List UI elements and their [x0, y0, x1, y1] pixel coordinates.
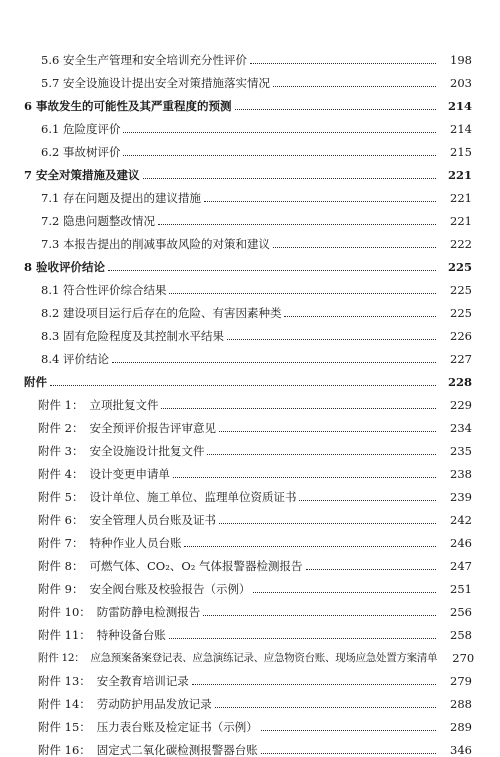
toc-entry[interactable] — [0, 734, 500, 757]
page-number: 225 — [450, 306, 472, 320]
dot-leader — [161, 407, 436, 409]
appendix-label: 附件 6： — [38, 513, 84, 527]
toc-entry-title: 8.3 固有危险程度及其控制水平结果 — [41, 329, 224, 343]
dot-leader — [227, 338, 436, 340]
toc-entry-title: 附件 — [24, 375, 47, 389]
dot-leader — [123, 131, 436, 133]
appendix-title: 设计单位、施工单位、监理单位资质证书 — [89, 490, 297, 504]
toc-entry[interactable] — [0, 228, 500, 251]
page-number: 234 — [450, 421, 472, 435]
appendix-title: 固定式二氧化碳检测报警器台账 — [96, 743, 258, 757]
dot-leader — [250, 62, 436, 64]
appendix-label: 附件 1： — [38, 398, 84, 412]
toc-entry-title: 7.1 存在问题及提出的建议措施 — [41, 191, 201, 205]
appendix-title: 安全阀台账及校验报告（示例） — [89, 582, 251, 596]
appendix-title: 特种作业人员台账 — [89, 536, 182, 550]
toc-entry[interactable] — [0, 573, 500, 596]
page-number: 227 — [450, 352, 472, 366]
toc-entry-title: 5.6 安全生产管理和安全培训充分性评价 — [41, 53, 247, 67]
appendix-label: 附件 16： — [38, 743, 91, 757]
toc-entry[interactable] — [0, 366, 500, 389]
dot-leader — [219, 430, 436, 432]
toc-entry[interactable] — [0, 412, 500, 435]
toc-entry[interactable] — [0, 251, 500, 274]
appendix-title: 安全管理人员台账及证书 — [89, 513, 216, 527]
dot-leader — [235, 108, 436, 110]
page-number: 246 — [450, 536, 472, 550]
dot-leader — [284, 315, 436, 317]
page-number: 214 — [450, 122, 472, 136]
page-number: 225 — [447, 260, 472, 274]
page-number: 221 — [450, 191, 472, 205]
page-number: 251 — [450, 582, 472, 596]
appendix-label: 附件 10： — [38, 605, 91, 619]
appendix-label: 附件 3： — [38, 444, 84, 458]
toc-entry-title — [38, 674, 189, 688]
appendix-label: 附件 8： — [38, 559, 84, 573]
appendix-title: 立项批复文件 — [89, 398, 159, 412]
toc-entry-title — [38, 444, 204, 458]
appendix-title: 劳动防护用品发放记录 — [96, 697, 212, 711]
page-number: 222 — [450, 237, 472, 251]
dot-leader — [261, 729, 436, 731]
page-number: 198 — [450, 53, 472, 67]
dot-leader — [207, 453, 436, 455]
toc-entry[interactable] — [0, 136, 500, 159]
appendix-label: 附件 11： — [38, 628, 91, 642]
toc-entry-title — [38, 651, 437, 665]
dot-leader — [261, 752, 436, 754]
toc-entry[interactable] — [0, 44, 500, 67]
toc-entry[interactable] — [0, 642, 500, 665]
toc-entry-title: 5.7 安全设施设计提出安全对策措施落实情况 — [41, 76, 270, 90]
appendix-title: 应急预案备案登记表、应急演练记录、应急物资台账、现场应急处置方案清单 — [90, 652, 438, 664]
dot-leader — [143, 177, 436, 179]
toc-entry-title: 6.1 危险度评价 — [41, 122, 121, 136]
page-number: 221 — [450, 214, 472, 228]
toc-entry[interactable] — [0, 688, 500, 711]
toc-entry[interactable] — [0, 550, 500, 573]
dot-leader — [273, 246, 436, 248]
appendix-title: 特种设备台账 — [96, 628, 166, 642]
page-number: 247 — [450, 559, 472, 573]
dot-leader — [123, 154, 436, 156]
appendix-title: 安全预评价报告评审意见 — [89, 421, 216, 435]
toc-entry[interactable] — [0, 711, 500, 734]
dot-leader — [108, 269, 436, 271]
toc-entry[interactable] — [0, 343, 500, 366]
page-number: 235 — [450, 444, 472, 458]
dot-leader — [158, 223, 436, 225]
appendix-label: 附件 5： — [38, 490, 84, 504]
dot-leader — [273, 85, 436, 87]
dot-leader — [219, 522, 436, 524]
appendix-label: 附件 4： — [38, 467, 84, 481]
dot-leader — [299, 499, 436, 501]
dot-leader — [306, 568, 436, 570]
page-number: 239 — [450, 490, 472, 504]
toc-entry-title: 8.1 符合性评价综合结果 — [41, 283, 167, 297]
toc-entry-title — [38, 421, 216, 435]
dot-leader — [204, 200, 436, 202]
dot-leader — [169, 637, 436, 639]
page-number: 215 — [450, 145, 472, 159]
dot-leader — [50, 384, 436, 386]
dot-leader — [192, 683, 436, 685]
appendix-title: 安全设施设计批复文件 — [89, 444, 205, 458]
page-number: 288 — [450, 697, 472, 711]
toc-entry-title: 8 验收评价结论 — [24, 260, 106, 274]
toc-entry-title: 7.3 本报告提出的削减事故风险的对策和建议 — [41, 237, 270, 251]
appendix-label: 附件 15： — [38, 720, 91, 734]
toc-entry[interactable] — [0, 205, 500, 228]
toc-entry[interactable] — [0, 274, 500, 297]
toc-entry-title: 7 安全对策措施及建议 — [24, 168, 140, 182]
dot-leader — [173, 476, 436, 478]
dot-leader — [203, 614, 436, 616]
toc-entry-title: 7.2 隐患问题整改情况 — [41, 214, 155, 228]
toc-entry[interactable] — [0, 182, 500, 205]
toc-entry-title — [38, 743, 258, 757]
toc-entry[interactable] — [0, 596, 500, 619]
page-number: 238 — [450, 467, 472, 481]
page-number: 229 — [450, 398, 472, 412]
appendix-label: 附件 9： — [38, 582, 84, 596]
page-number: 256 — [450, 605, 472, 619]
appendix-title: 安全教育培训记录 — [96, 674, 189, 688]
page-number: 289 — [450, 720, 472, 734]
page-number: 270 — [452, 651, 475, 665]
page-number: 226 — [450, 329, 472, 343]
toc-entry[interactable] — [0, 435, 500, 458]
toc-entry-title — [38, 628, 166, 642]
toc-entry-title — [38, 513, 216, 527]
toc-entry-title — [38, 467, 170, 481]
appendix-label: 附件 14： — [38, 697, 91, 711]
page-number: 221 — [447, 168, 472, 182]
page-number: 203 — [450, 76, 472, 90]
page-number: 279 — [450, 674, 472, 688]
appendix-title: 压力表台账及检定证书（示例） — [96, 720, 258, 734]
appendix-title: 防雷防静电检测报告 — [96, 605, 201, 619]
page-number: 225 — [450, 283, 472, 297]
page-number: 214 — [447, 99, 472, 113]
appendix-label: 附件 2： — [38, 421, 84, 435]
appendix-title: 可燃气体、CO₂、O₂ 气体报警器检测报告 — [89, 559, 303, 573]
toc-entry[interactable] — [0, 481, 500, 504]
toc-entry[interactable] — [0, 67, 500, 90]
toc-entry[interactable] — [0, 320, 500, 343]
appendix-label: 附件 7： — [38, 536, 84, 550]
toc-entry-title — [38, 536, 181, 550]
table-of-contents — [0, 44, 500, 757]
toc-entry[interactable] — [0, 619, 500, 642]
appendix-label: 附件 13： — [38, 674, 91, 688]
toc-entry[interactable] — [0, 389, 500, 412]
toc-entry[interactable] — [0, 159, 500, 182]
appendix-title: 设计变更申请单 — [89, 467, 170, 481]
toc-entry[interactable] — [0, 113, 500, 136]
toc-entry-title — [38, 720, 258, 734]
dot-leader — [253, 591, 436, 593]
toc-entry[interactable] — [0, 90, 500, 113]
toc-entry[interactable] — [0, 527, 500, 550]
toc-entry-title — [38, 398, 158, 412]
page-number: 242 — [450, 513, 472, 527]
toc-entry-title: 8.2 建设项目运行后存在的危险、有害因素种类 — [41, 306, 282, 320]
dot-leader — [184, 545, 436, 547]
dot-leader — [112, 361, 436, 363]
toc-entry-title — [38, 582, 250, 596]
toc-entry[interactable] — [0, 297, 500, 320]
toc-entry[interactable] — [0, 504, 500, 527]
toc-entry-title — [38, 559, 303, 573]
dot-leader — [215, 706, 436, 708]
page-number: 346 — [450, 743, 472, 757]
toc-entry-title — [38, 605, 200, 619]
page-number: 258 — [450, 628, 472, 642]
toc-entry-title — [38, 490, 296, 504]
dot-leader — [169, 292, 436, 294]
page-number: 228 — [447, 375, 472, 389]
toc-entry-title: 6.2 事故树评价 — [41, 145, 121, 159]
toc-entry[interactable] — [0, 458, 500, 481]
toc-entry-title: 8.4 评价结论 — [41, 352, 109, 366]
appendix-label: 附件 12： — [38, 652, 85, 664]
toc-entry[interactable] — [0, 665, 500, 688]
toc-entry-title: 6 事故发生的可能性及其严重程度的预测 — [24, 99, 232, 113]
toc-entry-title — [38, 697, 212, 711]
